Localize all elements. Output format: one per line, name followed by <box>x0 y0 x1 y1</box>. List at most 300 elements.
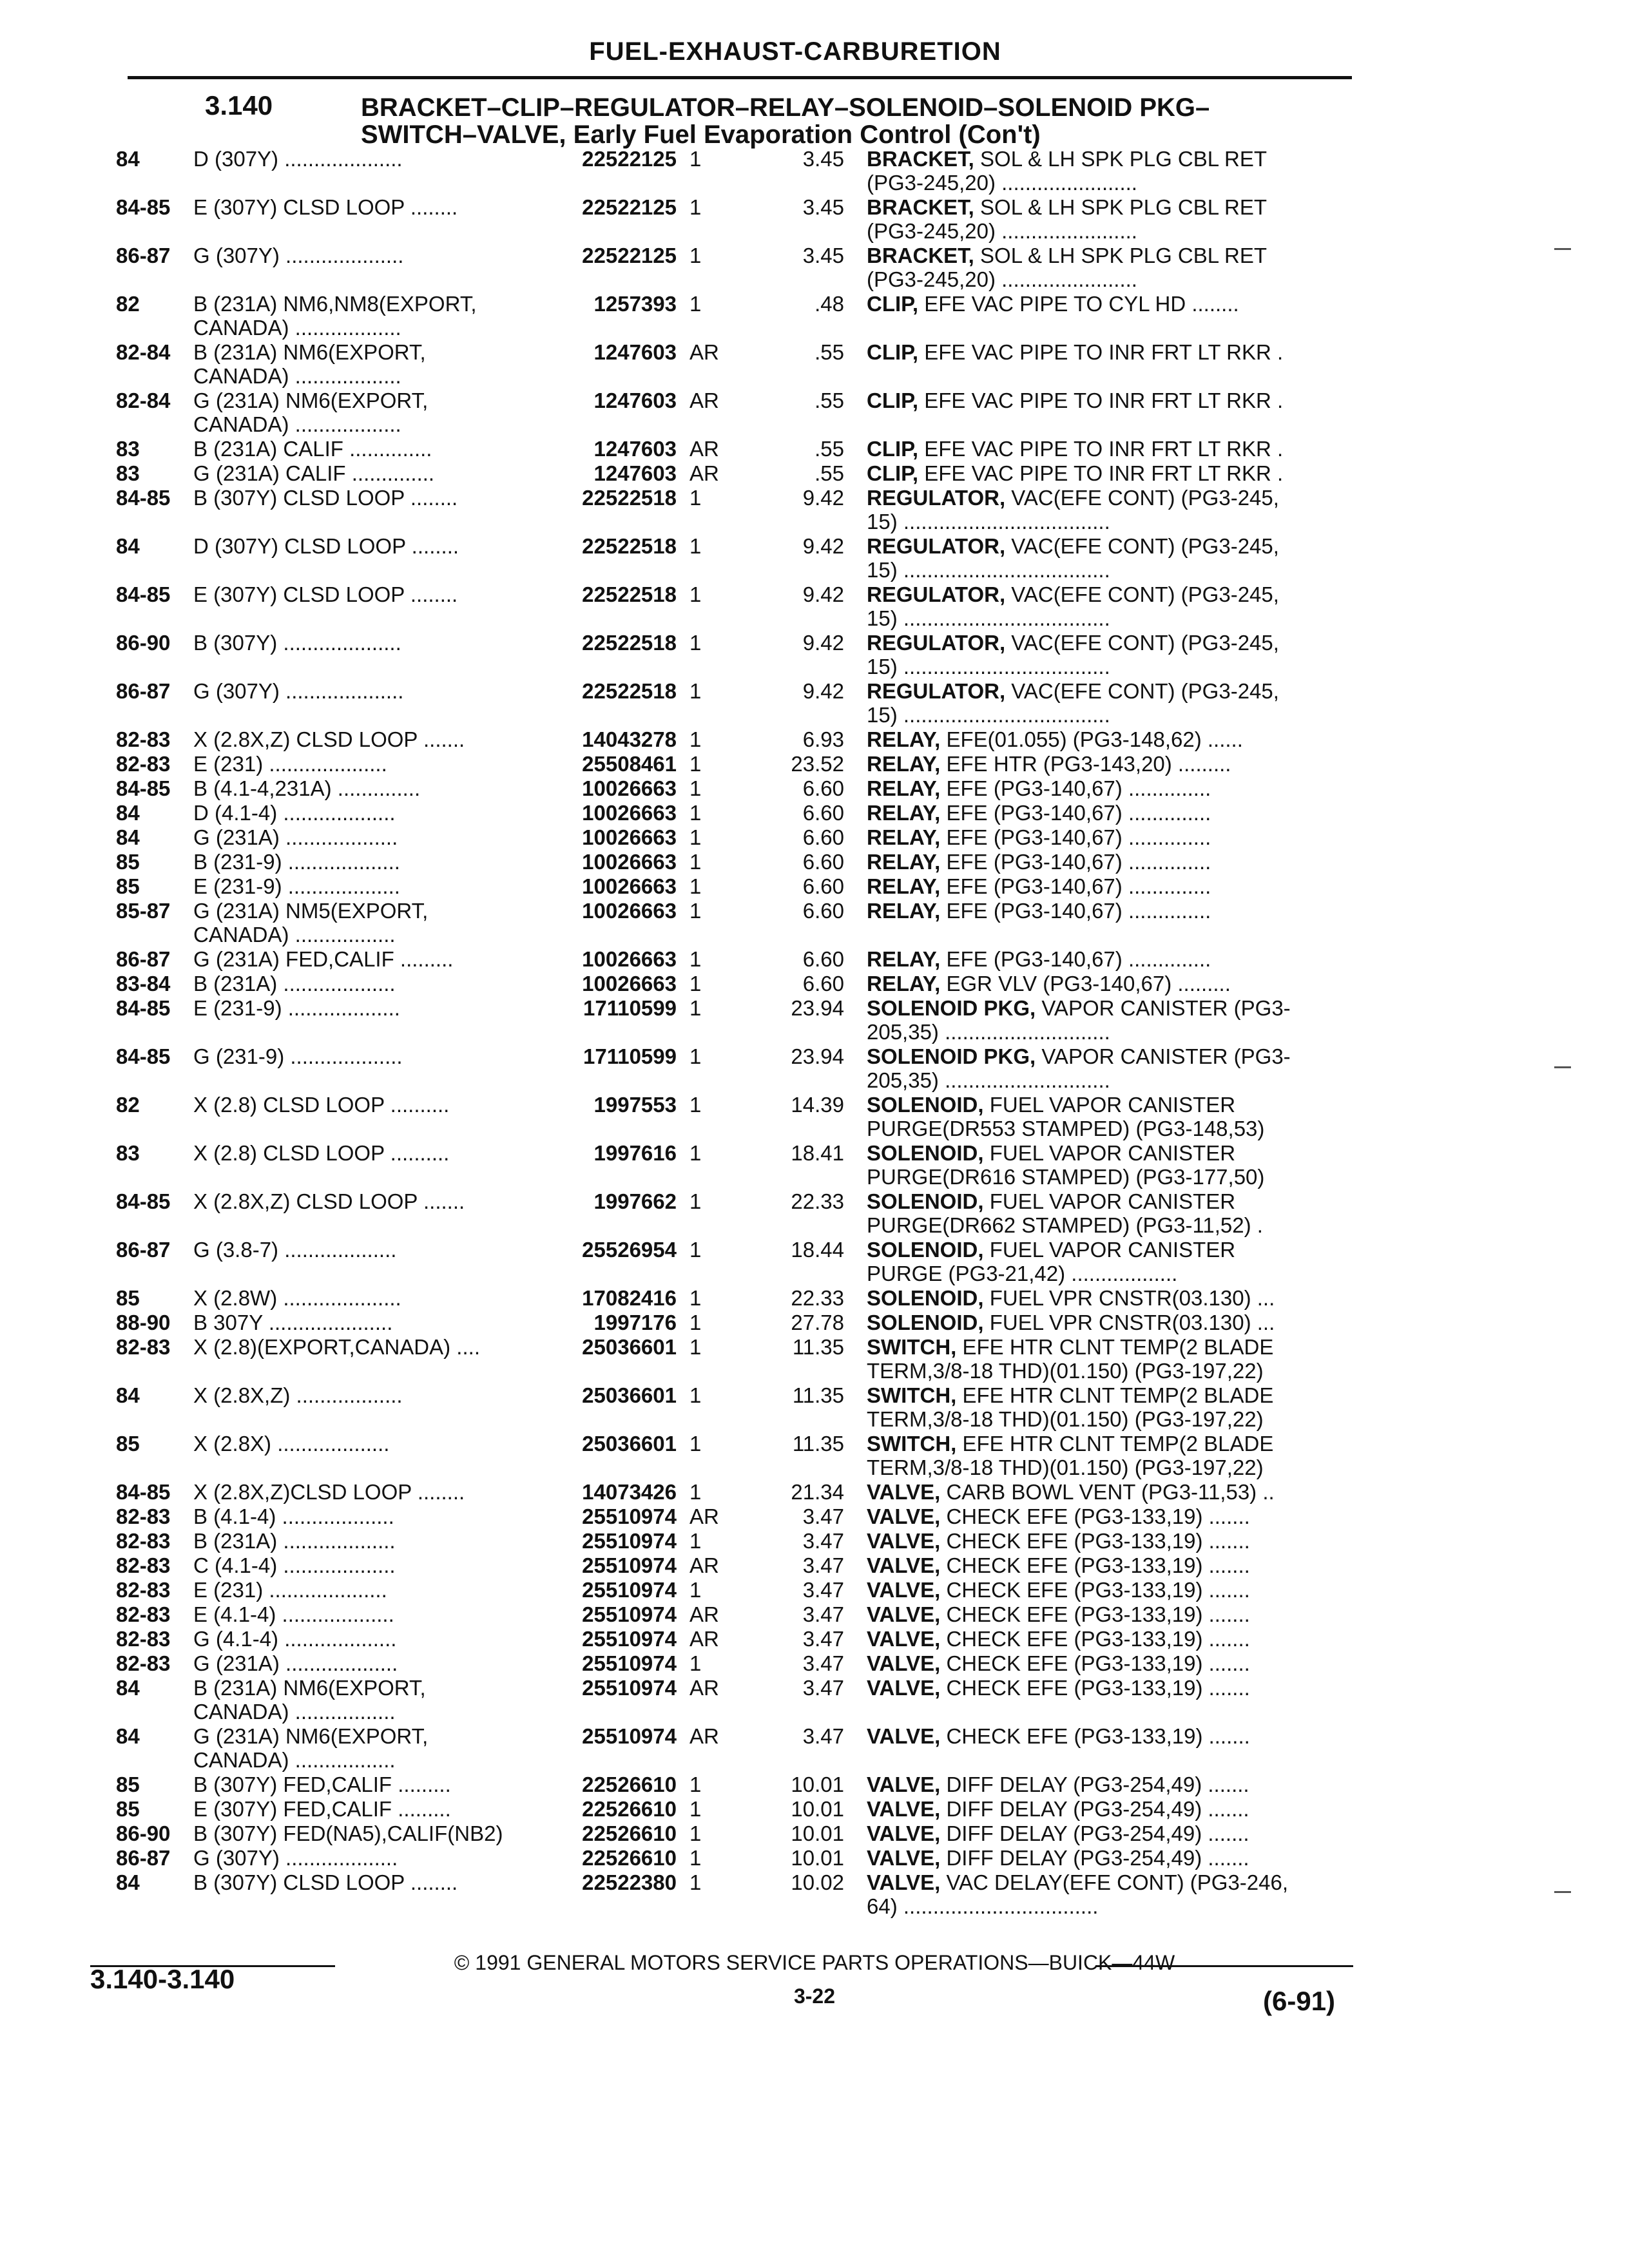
quantity-cell: 1 <box>689 801 702 825</box>
part-description: FUEL VPR CNSTR(03.130) ... <box>983 1286 1275 1310</box>
year-cell: 86-87 <box>116 947 171 971</box>
price-cell: 9.42 <box>802 582 844 606</box>
year-cell: 84 <box>116 534 140 558</box>
quantity-cell: AR <box>689 437 719 461</box>
part-description: EFE (PG3-140,67) .............. <box>940 947 1211 971</box>
description-cell <box>867 389 1356 412</box>
part-name: VALVE, <box>867 1602 941 1626</box>
model-cell: X (2.8X,Z) CLSD LOOP ....... <box>193 1189 465 1213</box>
year-cell: 84-85 <box>116 582 171 606</box>
part-number-cell: 25510974 <box>582 1724 677 1748</box>
part-name: BRACKET, <box>867 195 974 219</box>
table-row <box>0 244 1629 292</box>
part-name: VALVE, <box>867 1578 941 1602</box>
price-cell: 23.94 <box>791 996 844 1020</box>
price-cell: 3.47 <box>802 1627 844 1651</box>
quantity-cell: AR <box>689 340 719 364</box>
description-cell <box>867 1821 1356 1845</box>
part-description: EFE VAC PIPE TO INR FRT LT RKR . <box>918 340 1284 364</box>
part-name: SOLENOID, <box>867 1189 984 1213</box>
part-description: SOL & LH SPK PLG CBL RET (PG3-245,20) ....................... <box>867 244 1268 291</box>
table-row <box>0 147 1629 195</box>
quantity-cell: 1 <box>689 1870 702 1894</box>
part-description: CHECK EFE (PG3-133,19) ....... <box>940 1529 1250 1553</box>
table-row <box>0 1093 1629 1141</box>
part-name: VALVE, <box>867 1724 941 1748</box>
table-row <box>0 437 1629 461</box>
part-description: VAC(EFE CONT) (PG3-245, 15) ................................... <box>867 679 1279 727</box>
model-cell: B (307Y) FED(NA5),CALIF(NB2) <box>193 1821 503 1845</box>
margin-mark <box>1554 1891 1571 1893</box>
model-cell: G (231-9) ................... <box>193 1044 403 1068</box>
year-cell: 82-84 <box>116 340 171 364</box>
price-cell: 3.47 <box>802 1676 844 1700</box>
part-description: CHECK EFE (PG3-133,19) ....... <box>940 1504 1250 1528</box>
year-cell: 82-83 <box>116 1627 171 1651</box>
description-cell <box>867 1797 1356 1821</box>
part-name: SOLENOID PKG, <box>867 1044 1036 1068</box>
table-row <box>0 972 1629 996</box>
year-cell: 83 <box>116 1141 140 1165</box>
part-name: VALVE, <box>867 1627 941 1651</box>
model-cell: B (231A) ................... <box>193 972 396 995</box>
part-description: EGR VLV (PG3-140,67) ......... <box>940 972 1231 995</box>
price-cell: 18.41 <box>791 1141 844 1165</box>
part-number-cell: 22526610 <box>582 1797 677 1821</box>
part-name: RELAY, <box>867 947 941 971</box>
price-cell: 11.35 <box>792 1383 844 1407</box>
model-cell: G (231A) NM5(EXPORT, CANADA) ................. <box>193 899 429 947</box>
year-cell: 85 <box>116 1432 140 1456</box>
quantity-cell: 1 <box>689 1141 702 1165</box>
price-cell: 3.45 <box>802 147 844 171</box>
model-cell: B (231-9) ................... <box>193 850 400 874</box>
model-cell: X (2.8) CLSD LOOP .......... <box>193 1093 450 1117</box>
model-cell: B (231A) CALIF .............. <box>193 437 432 461</box>
part-description: DIFF DELAY (PG3-254,49) ....... <box>940 1821 1249 1845</box>
table-row <box>0 1797 1629 1821</box>
part-number-cell: 22522125 <box>582 195 677 219</box>
price-cell: 10.01 <box>791 1821 844 1845</box>
part-number-cell: 22522518 <box>582 631 677 655</box>
part-name: VALVE, <box>867 1676 941 1700</box>
table-row <box>0 1044 1629 1093</box>
part-description: SOL & LH SPK PLG CBL RET (PG3-245,20) ....................... <box>867 195 1268 243</box>
price-cell: 10.01 <box>791 1846 844 1870</box>
part-name: SOLENOID, <box>867 1093 984 1117</box>
price-cell: 9.42 <box>802 679 844 703</box>
part-description: CHECK EFE (PG3-133,19) ....... <box>940 1578 1250 1602</box>
table-row <box>0 947 1629 972</box>
model-cell: G (4.1-4) ................... <box>193 1627 397 1651</box>
description-cell <box>867 1480 1356 1504</box>
description-cell <box>867 727 1356 751</box>
part-number-cell: 25036601 <box>582 1383 677 1407</box>
part-name: REGULATOR, <box>867 679 1006 703</box>
part-number-cell: 22522518 <box>582 582 677 606</box>
year-cell: 82 <box>116 1093 140 1117</box>
model-cell: G (231A) CALIF .............. <box>193 461 435 485</box>
description-cell <box>867 1627 1356 1651</box>
part-number-cell: 25510974 <box>582 1553 677 1577</box>
part-description: FUEL VAPOR CANISTER PURGE (PG3-21,42) .................. <box>867 1238 1236 1285</box>
section-title <box>361 94 1366 148</box>
model-cell: E (307Y) FED,CALIF ......... <box>193 1797 451 1821</box>
part-description: CHECK EFE (PG3-133,19) ....... <box>940 1627 1250 1651</box>
year-cell: 82-83 <box>116 1602 171 1626</box>
part-description: EFE (PG3-140,67) .............. <box>940 801 1211 825</box>
description-cell <box>867 1724 1356 1748</box>
year-cell: 86-90 <box>116 1821 171 1845</box>
description-cell <box>867 1870 1356 1918</box>
price-cell: 6.60 <box>802 801 844 825</box>
price-cell: 6.93 <box>802 727 844 751</box>
model-cell: X (2.8W) .................... <box>193 1286 401 1310</box>
table-row <box>0 752 1629 776</box>
year-cell: 85 <box>116 1286 140 1310</box>
table-row <box>0 534 1629 582</box>
part-number-cell: 22526610 <box>582 1773 677 1796</box>
year-cell: 84 <box>116 801 140 825</box>
price-cell: 9.42 <box>802 486 844 510</box>
footer-section-range: 3.140-3.140 <box>90 1964 235 1994</box>
model-cell: B (307Y) .................... <box>193 631 401 655</box>
quantity-cell: 1 <box>689 1189 702 1213</box>
description-cell <box>867 825 1356 849</box>
part-name: CLIP, <box>867 461 919 485</box>
section-number: 3.140 <box>205 90 273 120</box>
model-cell: G (3.8-7) ................... <box>193 1238 397 1262</box>
year-cell: 86-87 <box>116 244 171 267</box>
price-cell: 3.47 <box>802 1529 844 1553</box>
part-description: FUEL VAPOR CANISTER PURGE(DR616 STAMPED) (PG3-177,50) <box>867 1141 1265 1189</box>
table-row <box>0 679 1629 727</box>
table-row <box>0 582 1629 631</box>
year-cell: 84-85 <box>116 1044 171 1068</box>
part-number-cell: 10026663 <box>582 801 677 825</box>
model-cell: D (307Y) CLSD LOOP ........ <box>193 534 459 558</box>
model-cell: E (231-9) ................... <box>193 996 400 1020</box>
footer-page-number: 3-22 <box>793 1984 836 2008</box>
part-number-cell: 1247603 <box>593 389 677 412</box>
description-cell <box>867 1578 1356 1602</box>
table-row <box>0 1286 1629 1311</box>
part-number-cell: 22526610 <box>582 1846 677 1870</box>
quantity-cell: 1 <box>689 147 702 171</box>
model-cell: B (307Y) FED,CALIF ......... <box>193 1773 451 1796</box>
table-row <box>0 1480 1629 1504</box>
part-name: VALVE, <box>867 1846 941 1870</box>
part-name: CLIP, <box>867 340 919 364</box>
part-number-cell: 10026663 <box>582 874 677 898</box>
year-cell: 85 <box>116 1773 140 1796</box>
quantity-cell: AR <box>689 461 719 485</box>
price-cell: 10.02 <box>791 1870 844 1894</box>
year-cell: 82-83 <box>116 1529 171 1553</box>
year-cell: 84-85 <box>116 1189 171 1213</box>
footer-copyright: © 1991 GENERAL MOTORS SERVICE PARTS OPERATIONS—BUICK—44W <box>454 1951 1175 1974</box>
description-cell <box>867 1238 1356 1285</box>
description-cell <box>867 534 1356 582</box>
model-cell: X (2.8) CLSD LOOP .......... <box>193 1141 450 1165</box>
description-cell <box>867 292 1356 316</box>
model-cell: B (231A) NM6(EXPORT, CANADA) .................. <box>193 340 426 388</box>
quantity-cell: 1 <box>689 1821 702 1845</box>
model-cell: G (231A) NM6(EXPORT, CANADA) .................. <box>193 389 429 436</box>
description-cell <box>867 1044 1356 1092</box>
part-name: SWITCH, <box>867 1383 957 1407</box>
year-cell: 85 <box>116 1797 140 1821</box>
quantity-cell: 1 <box>689 1846 702 1870</box>
price-cell: 6.60 <box>802 874 844 898</box>
price-cell: 9.42 <box>802 631 844 655</box>
quantity-cell: 1 <box>689 1432 702 1456</box>
table-row <box>0 1870 1629 1919</box>
description-cell <box>867 1093 1356 1140</box>
description-cell <box>867 147 1356 195</box>
part-name: VALVE, <box>867 1773 941 1796</box>
part-number-cell: 25510974 <box>582 1529 677 1553</box>
quantity-cell: 1 <box>689 1286 702 1310</box>
quantity-cell: 1 <box>689 899 702 923</box>
model-cell: D (307Y) .................... <box>193 147 403 171</box>
page-header <box>0 37 1629 66</box>
part-name: RELAY, <box>867 801 941 825</box>
part-number-cell: 10026663 <box>582 850 677 874</box>
description-cell <box>867 1846 1356 1870</box>
description-cell <box>867 996 1356 1044</box>
part-number-cell: 1257393 <box>593 292 677 316</box>
year-cell: 84-85 <box>116 486 171 510</box>
model-cell: X (2.8X,Z)CLSD LOOP ........ <box>193 1480 465 1504</box>
part-number-cell: 25526954 <box>582 1238 677 1262</box>
year-cell: 82-83 <box>116 1553 171 1577</box>
part-number-cell: 25510974 <box>582 1627 677 1651</box>
part-name: REGULATOR, <box>867 534 1006 558</box>
table-row <box>0 1651 1629 1676</box>
description-cell <box>867 195 1356 243</box>
description-cell <box>867 1773 1356 1796</box>
part-name: VALVE, <box>867 1651 941 1675</box>
quantity-cell: 1 <box>689 679 702 703</box>
part-description: CHECK EFE (PG3-133,19) ....... <box>940 1553 1250 1577</box>
description-cell <box>867 972 1356 995</box>
section-title-line2: SWITCH–VALVE, Early Fuel Evaporation Control (Con't) <box>361 120 1041 149</box>
part-number-cell: 25036601 <box>582 1432 677 1456</box>
table-row <box>0 1432 1629 1480</box>
part-description: FUEL VAPOR CANISTER PURGE(DR662 STAMPED) (PG3-11,52) . <box>867 1189 1263 1237</box>
year-cell: 84-85 <box>116 996 171 1020</box>
part-number-cell: 17082416 <box>582 1286 677 1310</box>
table-row <box>0 1602 1629 1627</box>
part-number-cell: 1997176 <box>593 1311 677 1334</box>
description-cell <box>867 1286 1356 1310</box>
model-cell: E (4.1-4) ................... <box>193 1602 394 1626</box>
table-row <box>0 1311 1629 1335</box>
description-cell <box>867 947 1356 971</box>
year-cell: 83 <box>116 437 140 461</box>
model-cell: B (4.1-4,231A) .............. <box>193 776 421 800</box>
model-cell: E (231-9) ................... <box>193 874 400 898</box>
quantity-cell: AR <box>689 1627 719 1651</box>
quantity-cell: 1 <box>689 582 702 606</box>
table-row <box>0 1578 1629 1602</box>
model-cell: X (2.8X,Z) CLSD LOOP ....... <box>193 727 465 751</box>
description-cell <box>867 437 1356 461</box>
part-number-cell: 22522518 <box>582 679 677 703</box>
model-cell: X (2.8)(EXPORT,CANADA) .... <box>193 1335 480 1359</box>
table-row <box>0 1238 1629 1286</box>
part-description: VAC(EFE CONT) (PG3-245, 15) ................................... <box>867 631 1279 678</box>
part-number-cell: 14043278 <box>582 727 677 751</box>
year-cell: 84 <box>116 147 140 171</box>
part-description: EFE (PG3-140,67) .............. <box>940 776 1211 800</box>
part-description: FUEL VAPOR CANISTER PURGE(DR553 STAMPED) (PG3-148,53) <box>867 1093 1265 1140</box>
model-cell: G (231A) ................... <box>193 1651 398 1675</box>
table-row <box>0 631 1629 679</box>
part-description: EFE HTR CLNT TEMP(2 BLADE TERM,3/8-18 THD)(01.150) (PG3-197,22) <box>867 1335 1274 1383</box>
model-cell: X (2.8X) ................... <box>193 1432 390 1456</box>
part-number-cell: 25036601 <box>582 1335 677 1359</box>
table-row <box>0 1724 1629 1773</box>
part-name: BRACKET, <box>867 147 974 171</box>
part-description: EFE (PG3-140,67) .............. <box>940 825 1211 849</box>
part-description: EFE (PG3-140,67) .............. <box>940 874 1211 898</box>
quantity-cell: 1 <box>689 1044 702 1068</box>
model-cell: B (231A) NM6,NM8(EXPORT, CANADA) .................. <box>193 292 477 340</box>
price-cell: 6.60 <box>802 825 844 849</box>
part-number-cell: 25510974 <box>582 1504 677 1528</box>
part-number-cell: 10026663 <box>582 776 677 800</box>
quantity-cell: 1 <box>689 1093 702 1117</box>
part-number-cell: 22522125 <box>582 147 677 171</box>
description-cell <box>867 850 1356 874</box>
part-name: RELAY, <box>867 727 941 751</box>
price-cell: 3.47 <box>802 1724 844 1748</box>
part-description: EFE VAC PIPE TO INR FRT LT RKR . <box>918 389 1284 412</box>
part-description: SOL & LH SPK PLG CBL RET (PG3-245,20) ....................... <box>867 147 1268 195</box>
table-row <box>0 996 1629 1044</box>
price-cell: 27.78 <box>791 1311 844 1334</box>
part-description: CHECK EFE (PG3-133,19) ....... <box>940 1602 1250 1626</box>
price-cell: 9.42 <box>802 534 844 558</box>
table-row <box>0 1627 1629 1651</box>
price-cell: 10.01 <box>791 1773 844 1796</box>
description-cell <box>867 776 1356 800</box>
table-row <box>0 389 1629 437</box>
price-cell: .55 <box>815 389 844 412</box>
quantity-cell: 1 <box>689 1578 702 1602</box>
description-cell <box>867 631 1356 678</box>
part-description: CHECK EFE (PG3-133,19) ....... <box>940 1651 1250 1675</box>
table-row <box>0 1335 1629 1383</box>
part-name: CLIP, <box>867 389 919 412</box>
part-description: VAC DELAY(EFE CONT) (PG3-246, 64) ................................. <box>867 1870 1289 1918</box>
part-name: VALVE, <box>867 1529 941 1553</box>
table-row <box>0 1189 1629 1238</box>
part-number-cell: 25508461 <box>582 752 677 776</box>
table-row <box>0 1821 1629 1846</box>
part-number-cell: 25510974 <box>582 1651 677 1675</box>
table-row <box>0 776 1629 801</box>
year-cell: 82-83 <box>116 1651 171 1675</box>
part-name: RELAY, <box>867 776 941 800</box>
year-cell: 82-83 <box>116 1335 171 1359</box>
table-row <box>0 1553 1629 1578</box>
quantity-cell: AR <box>689 1724 719 1748</box>
year-cell: 84-85 <box>116 195 171 219</box>
quantity-cell: 1 <box>689 850 702 874</box>
price-cell: 23.52 <box>791 752 844 776</box>
part-number-cell: 22522380 <box>582 1870 677 1894</box>
part-name: REGULATOR, <box>867 631 1006 655</box>
part-description: VAPOR CANISTER (PG3- 205,35) ............................ <box>867 996 1291 1044</box>
part-description: CHECK EFE (PG3-133,19) ....... <box>940 1676 1250 1700</box>
table-row <box>0 1846 1629 1870</box>
quantity-cell: 1 <box>689 947 702 971</box>
year-cell: 85 <box>116 850 140 874</box>
quantity-cell: 1 <box>689 972 702 995</box>
model-cell: X (2.8X,Z) .................. <box>193 1383 403 1407</box>
part-number-cell: 10026663 <box>582 825 677 849</box>
part-name: REGULATOR, <box>867 582 1006 606</box>
quantity-cell: 1 <box>689 1773 702 1796</box>
price-cell: 3.47 <box>802 1553 844 1577</box>
section-title-line1: BRACKET–CLIP–REGULATOR–RELAY–SOLENOID–SOLENOID PKG– <box>361 93 1210 122</box>
table-row <box>0 461 1629 486</box>
table-row <box>0 195 1629 244</box>
part-name: REGULATOR, <box>867 486 1006 510</box>
part-number-cell: 1997553 <box>593 1093 677 1117</box>
model-cell: G (307Y) .................... <box>193 244 404 267</box>
model-cell: B (231A) ................... <box>193 1529 396 1553</box>
part-name: VALVE, <box>867 1870 941 1894</box>
part-description: VAC(EFE CONT) (PG3-245, 15) ................................... <box>867 582 1279 630</box>
description-cell <box>867 899 1356 923</box>
part-number-cell: 17110599 <box>583 996 677 1020</box>
part-description: VAC(EFE CONT) (PG3-245, 15) ................................... <box>867 486 1279 533</box>
price-cell: 3.47 <box>802 1504 844 1528</box>
price-cell: 6.60 <box>802 776 844 800</box>
year-cell: 84 <box>116 825 140 849</box>
year-cell: 82 <box>116 292 140 316</box>
year-cell: 82-83 <box>116 752 171 776</box>
quantity-cell: AR <box>689 1504 719 1528</box>
quantity-cell: 1 <box>689 1797 702 1821</box>
table-row <box>0 801 1629 825</box>
part-name: BRACKET, <box>867 244 974 267</box>
table-row <box>0 486 1629 534</box>
part-name: RELAY, <box>867 850 941 874</box>
price-cell: 6.60 <box>802 899 844 923</box>
model-cell: E (231) .................... <box>193 1578 387 1602</box>
part-number-cell: 17110599 <box>583 1044 677 1068</box>
price-cell: 3.47 <box>802 1602 844 1626</box>
part-name: SOLENOID, <box>867 1286 984 1310</box>
description-cell <box>867 1432 1356 1479</box>
model-cell: B (4.1-4) ................... <box>193 1504 394 1528</box>
price-cell: 3.45 <box>802 244 844 267</box>
price-cell: 22.33 <box>791 1189 844 1213</box>
part-number-cell: 22526610 <box>582 1821 677 1845</box>
quantity-cell: 1 <box>689 195 702 219</box>
part-name: CLIP, <box>867 437 919 461</box>
price-cell: 18.44 <box>791 1238 844 1262</box>
margin-mark <box>1554 248 1571 250</box>
quantity-cell: 1 <box>689 534 702 558</box>
description-cell <box>867 1602 1356 1626</box>
parts-list <box>0 147 1629 1919</box>
